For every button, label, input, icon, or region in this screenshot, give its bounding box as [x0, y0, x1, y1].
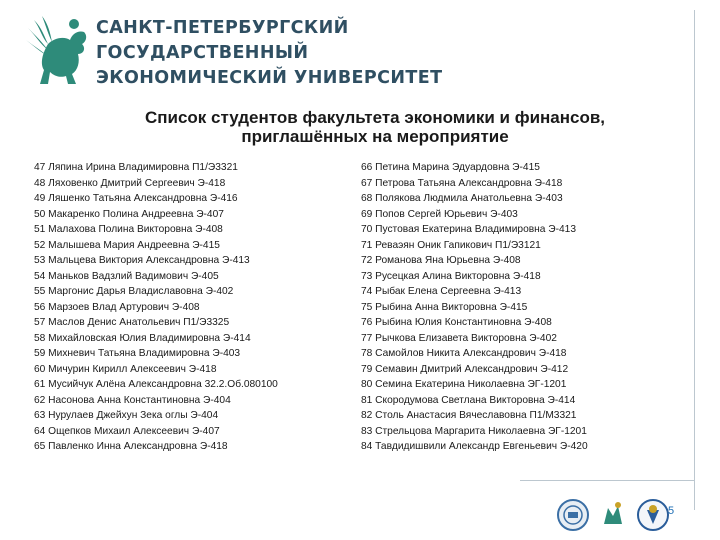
page-number: 5: [668, 505, 675, 517]
list-item: 81 Скородумова Светлана Викторовна Э-414: [361, 394, 576, 406]
list-item: 62 Насонова Анна Константиновна Э-404: [34, 394, 231, 406]
list-item: 78 Самойлов Никита Александрович Э-418: [361, 348, 567, 359]
university-name-line-2: ГОСУДАРСТВЕННЫЙ: [96, 43, 309, 63]
list-item: 76 Рыбина Юлия Константиновна Э-408: [361, 317, 552, 328]
list-item: 51 Малахова Полина Викторовна Э-408: [34, 224, 223, 235]
list-item: 82 Столь Анастасия Вячеславовна П1/М3321: [361, 410, 577, 421]
list-item: 57 Маслов Денис Анатольевич П1/Э3325: [34, 317, 230, 328]
list-item: 53 Мальцева Виктория Александровна Э-413: [34, 255, 250, 266]
list-item: 74 Рыбак Елена Сергеевна Э-413: [361, 286, 522, 297]
list-item: 71 Реваэян Оник Гапикович П1/Э3121: [361, 239, 541, 251]
list-item: 79 Семавин Дмитрий Александрович Э-412: [361, 363, 569, 375]
list-item: 77 Рычкова Елизавета Викторовна Э-402: [361, 332, 557, 344]
list-item: 66 Петина Марина Эдуардовна Э-415: [361, 162, 540, 173]
list-item: 63 Нурулаев Джейхун Зека оглы Э-404: [34, 410, 219, 421]
griffin-badge-icon: [596, 498, 630, 532]
list-item: 69 Попов Сергей Юрьевич Э-403: [361, 208, 518, 220]
list-item: 80 Семина Екатерина Николаевна ЭГ-1201: [361, 379, 567, 390]
list-item: 70 Пустовая Екатерина Владимировна Э-413: [361, 224, 577, 235]
list-item: 58 Михайловская Юлия Владимировна Э-414: [34, 332, 251, 344]
list-item: 49 Ляшенко Татьяна Александровна Э-416: [34, 193, 238, 204]
header: [0, 0, 720, 100]
list-item: 47 Ляпина Ирина Владимировна П1/Э3321: [34, 162, 238, 173]
page-title-line-1: Список студентов факультета экономики и финансов,: [144, 108, 606, 127]
university-name-line-3: ЭКОНОМИЧЕСКИЙ УНИВЕРСИТЕТ: [96, 68, 443, 88]
list-item: 54 Маньков Вадзлий Вадимович Э-405: [34, 270, 219, 282]
list-item: 56 Марзоев Влад Артурович Э-408: [34, 301, 200, 313]
list-item: 67 Петрова Татьяна Александровна Э-418: [361, 177, 563, 189]
list-item: 84 Тавдидишвили Александр Евгеньевич Э-420: [361, 441, 588, 452]
page-title: [0, 108, 720, 146]
list-item: 61 Мусийчук Алёна Александровна 32.2.Об.080100: [34, 379, 278, 390]
frame-divider-horizontal: [520, 480, 695, 481]
list-item: 75 Рыбина Анна Викторовна Э-415: [361, 301, 528, 313]
student-list-left: [34, 160, 350, 455]
list-item: 64 Ощепков Михаил Алексеевич Э-407: [34, 425, 220, 437]
list-item: 72 Романова Яна Юрьевна Э-408: [361, 255, 521, 266]
award-seal-icon: [636, 498, 670, 532]
page-title-line-2: приглашённых на мероприятие: [241, 127, 509, 146]
list-item: 48 Ляховенко Дмитрий Сергеевич Э-418: [34, 177, 226, 189]
list-item: 55 Маргонис Дарья Владиславовна Э-402: [34, 286, 234, 297]
list-item: 50 Макаренко Полина Андреевна Э-407: [34, 208, 224, 220]
list-item: 73 Русецкая Алина Викторовна Э-418: [361, 270, 541, 282]
list-item: 65 Павленко Инна Александровна Э-418: [34, 441, 228, 452]
list-item: 52 Малышева Мария Андреевна Э-415: [34, 239, 220, 251]
university-name-line-1: САНКТ-ПЕТЕРБУРГСКИЙ: [96, 18, 349, 38]
student-list-right: [361, 160, 701, 455]
list-item: 68 Полякова Людмила Анатольевна Э-403: [361, 193, 563, 204]
list-item: 59 Михневич Татьяна Владимировна Э-403: [34, 348, 241, 359]
griffin-logo-icon: [24, 14, 94, 88]
list-item: 60 Мичурин Кирилл Алексеевич Э-418: [34, 363, 217, 375]
partner-seal-icon: [556, 498, 590, 532]
university-name: [96, 16, 442, 91]
list-item: 83 Стрельцова Маргарита Николаевна ЭГ-1201: [361, 425, 587, 437]
